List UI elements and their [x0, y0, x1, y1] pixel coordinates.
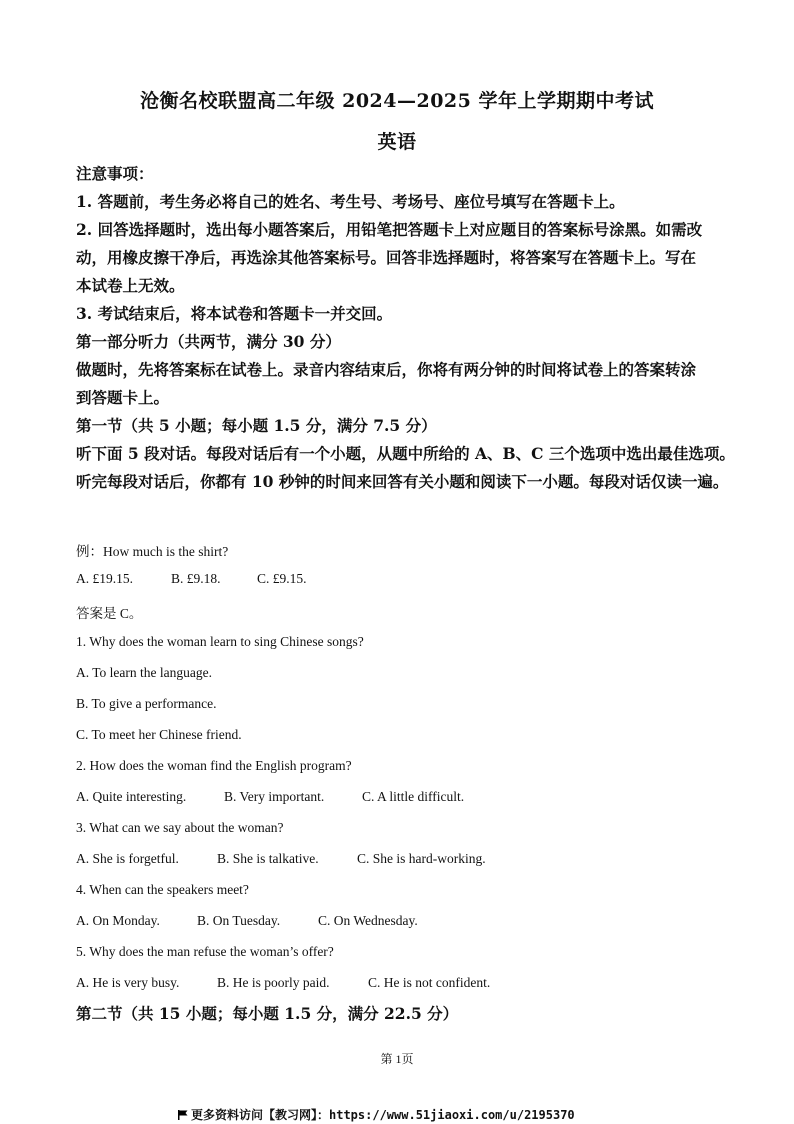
question-5-option: C. He is not confident. [368, 975, 491, 990]
question-2-option: C. A little difficult. [362, 789, 465, 804]
question-4-option: A. On Monday. [76, 913, 160, 928]
question-1: 1. Why does the woman learn to sing Chinese songs? [76, 634, 364, 649]
example-option: B. £9.18. [171, 571, 221, 586]
example-question: 例：How much is the shirt? [76, 544, 229, 559]
exam-title: 沧衡名校联盟高二年级 2024—2025 学年上学期期中考试 [140, 90, 654, 112]
question-2-option: B. Very important. [224, 789, 325, 804]
question-3-options [76, 851, 486, 867]
exam-subject: 英语 [377, 131, 417, 153]
part1-instruction: 做题时，先将答案标在试卷上。录音内容结束后，你将有两分钟的时间将试卷上的答案转涂 [76, 360, 697, 379]
question-4-option: C. On Wednesday. [318, 913, 418, 928]
question-5: 5. Why does the man refuse the woman’s offer? [76, 944, 334, 959]
flag-icon [178, 1109, 188, 1119]
section1-heading: 第一节（共 5 小题；每小题 1.5 分，满分 7.5 分） [76, 416, 437, 435]
example-answer: 答案是 C。 [76, 606, 143, 621]
question-5-option: B. He is poorly paid. [217, 975, 330, 990]
question-3-option: B. She is talkative. [217, 851, 319, 866]
notice-line: 2. 回答选择题时，选出每小题答案后，用铅笔把答题卡上对应题目的答案标号涂黑。如需改 [76, 220, 703, 239]
question-2-options [76, 789, 464, 805]
section2-block [76, 1000, 721, 1028]
notice-line: 动，用橡皮擦干净后，再选涂其他答案标号。回答非选择题时，将答案写在答题卡上。写在 [76, 248, 697, 267]
part1-instruction: 到答题卡上。 [76, 388, 170, 407]
question-3-option: C. She is hard-working. [357, 851, 486, 866]
notice-line: 3. 考试结束后，将本试卷和答题卡一并交回。 [76, 304, 393, 323]
question-4-option: B. On Tuesday. [197, 913, 281, 928]
example-option: A. £19.15. [76, 571, 133, 586]
question-1-option-b: B. To give a performance. [76, 696, 217, 711]
notice-line: 1. 答题前，考生务必将自己的姓名、考生号、考场号、座位号填写在答题卡上。 [76, 192, 625, 211]
source-link[interactable]: 更多资料访问【教习网】：https://www.51jiaoxi.com/u/2195370 [191, 1108, 575, 1122]
notice-heading: 注意事项： [76, 164, 154, 183]
section2-heading: 第二节（共 15 小题；每小题 1.5 分，满分 22.5 分） [76, 1004, 459, 1023]
question-1-option-c: C. To meet her Chinese friend. [76, 727, 242, 742]
notice-block [76, 160, 735, 496]
section1-instruction: 听完每段对话后，你都有 10 秒钟的时间来回答有关小题和阅读下一小题。每段对话仅读一遍。 [76, 472, 729, 491]
question-2-option: A. Quite interesting. [76, 789, 187, 804]
example-options [76, 571, 307, 587]
question-5-option: A. He is very busy. [76, 975, 180, 990]
question-5-options [76, 975, 490, 991]
question-4: 4. When can the speakers meet? [76, 882, 249, 897]
source-line [178, 1106, 575, 1123]
question-3-option: A. She is forgetful. [76, 851, 179, 866]
question-2: 2. How does the woman find the English program? [76, 758, 352, 773]
section1-instruction: 听下面 5 段对话。每段对话后有一个小题，从题中所给的 A、B、C 三个选项中选出最佳选项。 [76, 444, 735, 463]
question-1-option-a: A. To learn the language. [76, 665, 213, 680]
example-option: C. £9.15. [257, 571, 307, 586]
part1-heading: 第一部分听力（共两节，满分 30 分） [76, 332, 341, 351]
question-3: 3. What can we say about the woman? [76, 820, 284, 835]
notice-line: 本试卷上无效。 [76, 276, 185, 295]
question-4-options [76, 913, 418, 929]
page-number: 第 1页 [380, 1052, 414, 1066]
